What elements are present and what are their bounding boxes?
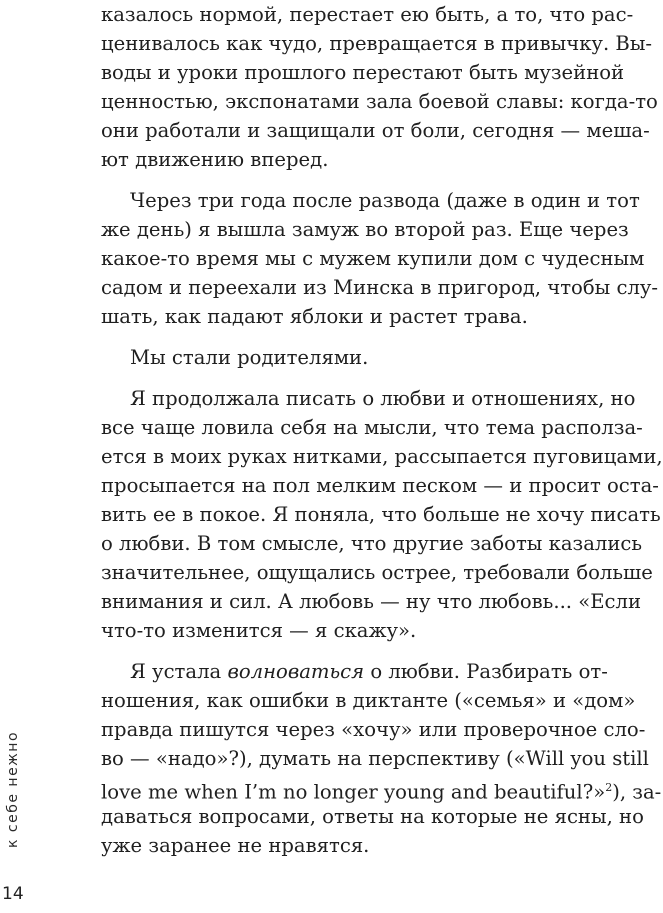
text-line: ется в моих руках нитками, рассыпается пуговицами, xyxy=(101,445,663,468)
text-line: внимания и сил. А любовь — ну что любовь... «Если xyxy=(101,590,642,613)
text-line: Я продолжала писать о любви и отношениях, но xyxy=(130,387,636,410)
text-line xyxy=(101,773,662,804)
text-line: о любви. В том смысле, что другие заботы казались xyxy=(101,532,643,555)
text-line: воды и уроки прошлого перестают быть музейной xyxy=(101,61,625,84)
paragraph-3 xyxy=(101,343,597,372)
text-line: они работали и защищали от боли, сегодня — меша- xyxy=(101,119,650,142)
body-text xyxy=(101,0,663,860)
text-run: love me when I’m no longer young and beautiful?» xyxy=(101,780,606,804)
text-line: Через три года после развода (даже в один и тот xyxy=(130,189,640,212)
text-line: правда пишутся через «хочу» или проверочное сло- xyxy=(101,718,646,741)
footnote-ref[interactable]: 2 xyxy=(605,781,613,794)
text-line: значительнее, ощущались острее, требовали больше xyxy=(101,561,653,584)
page-number: 14 xyxy=(2,884,24,904)
text-line: даваться вопросами, ответы на которые не ясны, но xyxy=(101,805,644,828)
running-head: к себе нежно xyxy=(5,730,21,848)
text-line xyxy=(101,657,608,686)
text-line: же день) я вышла замуж во второй раз. Еще через xyxy=(101,218,629,241)
text-line: уже заранее не нравятся. xyxy=(101,834,370,857)
text-line: казалось нормой, перестает ею быть, а то, что рас- xyxy=(101,3,634,26)
text-line: какое-то время мы с мужем купили дом с чудесным xyxy=(101,247,645,270)
text-run: ), за- xyxy=(612,780,662,804)
text-line: шать, как падают яблоки и растет трава. xyxy=(101,305,528,328)
text-line: все чаще ловила себя на мысли, что тема располза- xyxy=(101,416,643,439)
text-line: ношения, как ошибки в диктанте («семья» и «дом» xyxy=(101,689,636,712)
text-run: Я устала xyxy=(130,660,228,683)
text-line: садом и переехали из Минска в пригород, чтобы слу- xyxy=(101,276,659,299)
text-line: просыпается на пол мелким песком — и просит оста- xyxy=(101,474,659,497)
text-line: ценностью, экспонатами зала боевой славы: когда-то xyxy=(101,90,658,113)
paragraph-1 xyxy=(101,0,658,174)
paragraph-2 xyxy=(101,186,659,331)
text-line: ют движению вперед. xyxy=(101,148,329,171)
paragraph-4 xyxy=(101,384,663,645)
text-line: во — «надо»?), думать на перспективу («Will you still xyxy=(101,747,649,770)
text-run: о любви. Разбирать от- xyxy=(364,660,608,683)
text-line: ценивалось как чудо, превращается в привычку. Вы- xyxy=(101,32,653,55)
paragraph-5 xyxy=(101,657,662,860)
emphasis-word: волноваться xyxy=(227,660,365,683)
text-line: вить ее в покое. Я поняла, что больше не хочу писать xyxy=(101,503,661,526)
text-line: Мы стали родителями. xyxy=(130,346,369,369)
text-line: что-то изменится — я скажу». xyxy=(101,619,417,642)
